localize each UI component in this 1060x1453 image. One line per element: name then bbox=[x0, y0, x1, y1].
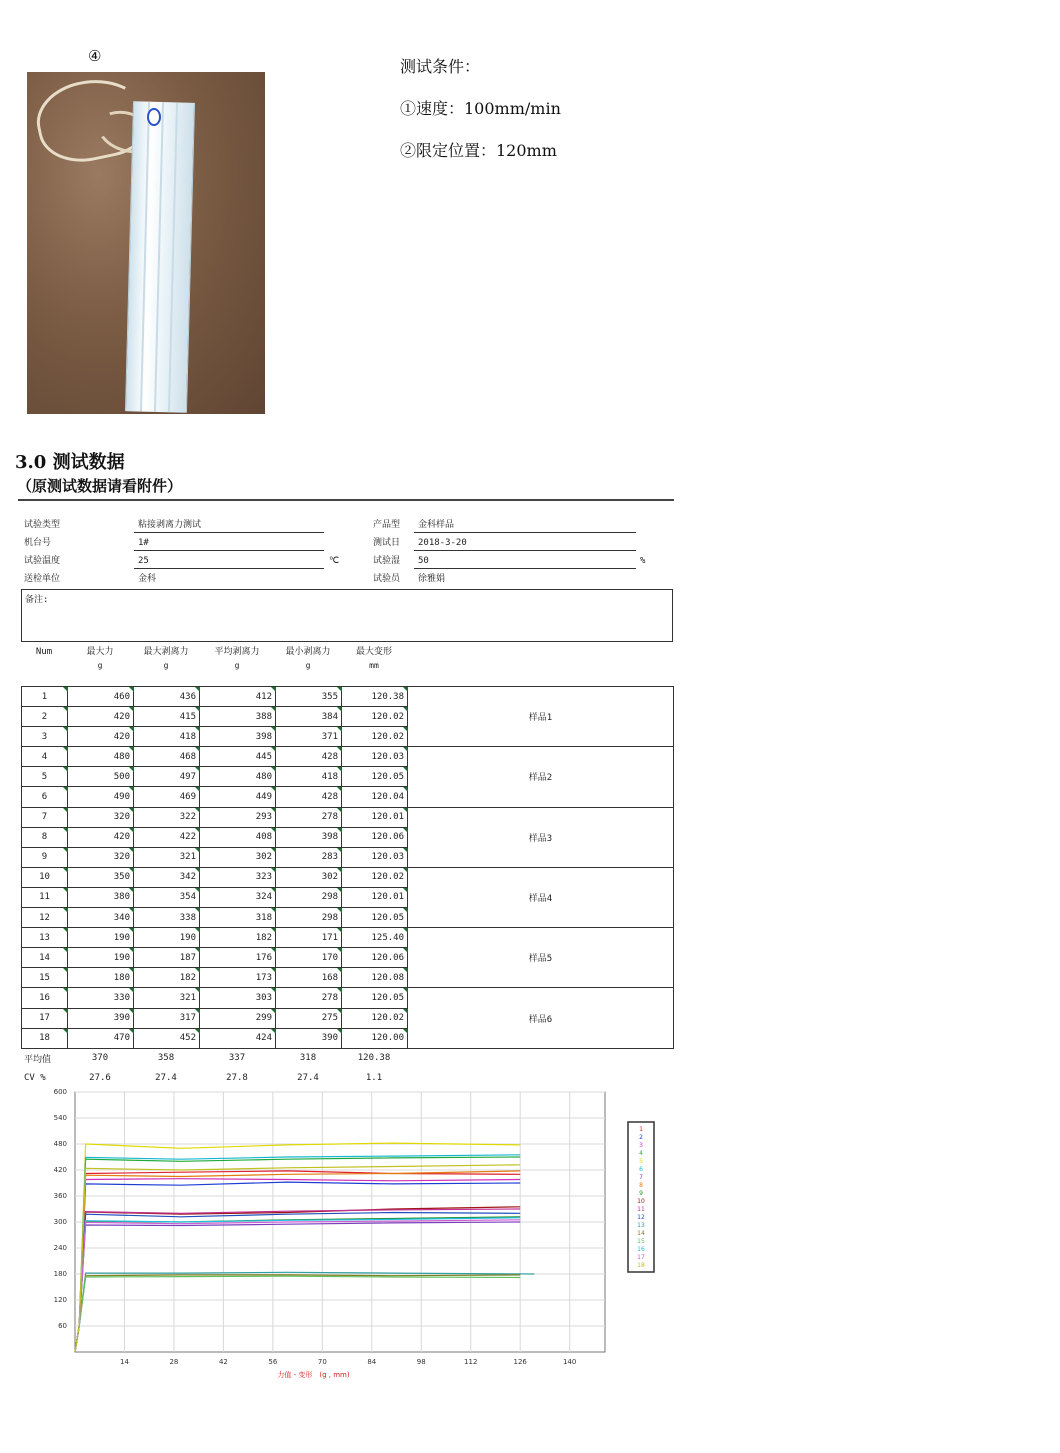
table-cell: 468 bbox=[134, 747, 200, 767]
table-cell: 322 bbox=[134, 807, 200, 827]
legend-entry: 1 bbox=[639, 1126, 643, 1133]
sample-group-label: 样品4 bbox=[408, 867, 674, 927]
conditions-title: 测试条件： bbox=[400, 57, 481, 76]
sample-group-label: 样品6 bbox=[408, 988, 674, 1048]
legend-entry: 9 bbox=[639, 1190, 643, 1197]
table-cell: 303 bbox=[200, 988, 276, 1008]
legend-entry: 12 bbox=[637, 1214, 645, 1221]
test-conditions bbox=[400, 46, 561, 172]
table-cell: 480 bbox=[200, 767, 276, 787]
field-unit: % bbox=[640, 556, 646, 566]
table-cell: 5 bbox=[22, 767, 68, 787]
column-name: 最小剥离力 bbox=[285, 647, 331, 657]
legend-entry: 4 bbox=[639, 1150, 643, 1157]
x-tick-label: 98 bbox=[416, 1358, 426, 1366]
table-cell: 12 bbox=[22, 908, 68, 928]
report-top-rule bbox=[18, 499, 674, 501]
photo-caption: ④ bbox=[88, 47, 102, 65]
table-cell: 302 bbox=[276, 867, 342, 887]
table-cell: 120.08 bbox=[342, 968, 408, 988]
x-tick-label: 140 bbox=[562, 1358, 577, 1366]
y-tick-label: 180 bbox=[53, 1270, 67, 1278]
column-header bbox=[21, 645, 67, 677]
x-tick-label: 84 bbox=[367, 1358, 377, 1366]
table-cell: 278 bbox=[276, 988, 342, 1008]
table-cell: 384 bbox=[276, 707, 342, 727]
table-cell: 168 bbox=[276, 968, 342, 988]
field-underline bbox=[134, 550, 324, 551]
table-cell: 390 bbox=[276, 1028, 342, 1048]
table-row bbox=[22, 928, 674, 948]
sample-group-label: 样品5 bbox=[408, 928, 674, 988]
section-subtitle: （原测试数据请看附件） bbox=[17, 477, 183, 495]
table-cell: 340 bbox=[68, 908, 134, 928]
legend-entry: 11 bbox=[637, 1206, 645, 1213]
table-cell: 380 bbox=[68, 887, 134, 907]
table-cell: 120.06 bbox=[342, 827, 408, 847]
field-label: 试验温度 bbox=[24, 556, 61, 566]
y-tick-label: 600 bbox=[53, 1088, 67, 1096]
y-tick-label: 240 bbox=[53, 1244, 67, 1252]
table-cell: 278 bbox=[276, 807, 342, 827]
table-cell: 2 bbox=[22, 707, 68, 727]
table-cell: 283 bbox=[276, 847, 342, 867]
field-label: 试验类型 bbox=[24, 520, 61, 530]
field-underline bbox=[134, 568, 324, 569]
table-cell: 398 bbox=[200, 727, 276, 747]
field-value: 金科样品 bbox=[418, 520, 455, 530]
table-cell: 470 bbox=[68, 1028, 134, 1048]
column-name: 最大剥离力 bbox=[143, 647, 189, 657]
sample-group-label: 样品3 bbox=[408, 807, 674, 867]
x-tick-label: 42 bbox=[218, 1358, 228, 1366]
x-tick-label: 28 bbox=[169, 1358, 179, 1366]
field-value: 50 bbox=[418, 556, 429, 566]
table-cell: 120.06 bbox=[342, 948, 408, 968]
table-cell: 318 bbox=[200, 908, 276, 928]
legend-entry: 10 bbox=[637, 1198, 645, 1205]
summary-cell: 27.8 bbox=[226, 1073, 248, 1083]
table-cell: 323 bbox=[200, 867, 276, 887]
column-header bbox=[275, 645, 341, 677]
y-tick-label: 420 bbox=[53, 1166, 67, 1174]
table-cell: 120.05 bbox=[342, 908, 408, 928]
table-cell: 120.38 bbox=[342, 687, 408, 707]
sample-group-label: 样品1 bbox=[408, 687, 674, 747]
table-cell: 120.01 bbox=[342, 887, 408, 907]
legend-entry: 15 bbox=[637, 1238, 645, 1245]
table-cell: 1 bbox=[22, 687, 68, 707]
table-cell: 6 bbox=[22, 787, 68, 807]
table-cell: 418 bbox=[276, 767, 342, 787]
table-cell: 469 bbox=[134, 787, 200, 807]
table-cell: 182 bbox=[200, 928, 276, 948]
table-row bbox=[22, 687, 674, 707]
sample-label-mark bbox=[147, 108, 161, 126]
table-cell: 180 bbox=[68, 968, 134, 988]
column-name: 最大力 bbox=[86, 647, 114, 657]
field-value: 25 bbox=[138, 556, 149, 566]
table-cell: 354 bbox=[134, 887, 200, 907]
column-header bbox=[67, 645, 133, 677]
table-cell: 4 bbox=[22, 747, 68, 767]
field-label: 产品型 bbox=[373, 520, 401, 530]
table-cell: 275 bbox=[276, 1008, 342, 1028]
column-unit: g bbox=[305, 661, 311, 670]
table-cell: 355 bbox=[276, 687, 342, 707]
table-cell: 420 bbox=[68, 827, 134, 847]
x-tick-label: 14 bbox=[120, 1358, 129, 1366]
table-cell: 428 bbox=[276, 747, 342, 767]
notes-box bbox=[21, 589, 673, 642]
y-tick-label: 60 bbox=[58, 1322, 67, 1330]
field-underline bbox=[134, 532, 324, 533]
table-cell: 299 bbox=[200, 1008, 276, 1028]
notes-label: 备注: bbox=[25, 595, 49, 605]
table-cell: 120.02 bbox=[342, 867, 408, 887]
field-underline bbox=[414, 550, 636, 551]
table-cell: 460 bbox=[68, 687, 134, 707]
summary-cell: 27.6 bbox=[89, 1073, 111, 1083]
table-cell: 16 bbox=[22, 988, 68, 1008]
column-header bbox=[341, 645, 407, 677]
x-tick-label: 112 bbox=[464, 1358, 478, 1366]
table-cell: 428 bbox=[276, 787, 342, 807]
table-cell: 120.05 bbox=[342, 767, 408, 787]
table-cell: 449 bbox=[200, 787, 276, 807]
summary-cell: 370 bbox=[91, 1053, 109, 1063]
table-cell: 11 bbox=[22, 887, 68, 907]
legend-entry: 14 bbox=[637, 1230, 645, 1237]
table-cell: 9 bbox=[22, 847, 68, 867]
y-tick-label: 360 bbox=[53, 1192, 67, 1200]
table-cell: 415 bbox=[134, 707, 200, 727]
table-cell: 120.03 bbox=[342, 747, 408, 767]
field-label: 试验湿 bbox=[373, 556, 401, 566]
column-header bbox=[133, 645, 199, 677]
column-unit: mm bbox=[369, 661, 379, 670]
table-cell: 15 bbox=[22, 968, 68, 988]
results-table bbox=[21, 686, 674, 1049]
x-axis-label: 力值 - 变形 (g , mm) bbox=[277, 1371, 350, 1379]
table-cell: 302 bbox=[200, 847, 276, 867]
table-cell: 298 bbox=[276, 887, 342, 907]
column-name: 平均剥离力 bbox=[214, 647, 260, 657]
table-cell: 190 bbox=[134, 928, 200, 948]
legend-entry: 13 bbox=[637, 1222, 645, 1229]
table-row bbox=[22, 988, 674, 1008]
summary-cell: 337 bbox=[228, 1053, 246, 1063]
summary-cell: 1.1 bbox=[365, 1073, 383, 1083]
table-cell: 320 bbox=[68, 807, 134, 827]
table-cell: 120.04 bbox=[342, 787, 408, 807]
y-tick-label: 540 bbox=[53, 1114, 67, 1122]
y-tick-label: 480 bbox=[53, 1140, 67, 1148]
table-cell: 445 bbox=[200, 747, 276, 767]
table-cell: 7 bbox=[22, 807, 68, 827]
table-cell: 10 bbox=[22, 867, 68, 887]
table-cell: 330 bbox=[68, 988, 134, 1008]
table-row bbox=[22, 747, 674, 767]
summary-row bbox=[21, 1048, 407, 1068]
table-cell: 317 bbox=[134, 1008, 200, 1028]
table-cell: 190 bbox=[68, 948, 134, 968]
table-cell: 173 bbox=[200, 968, 276, 988]
column-header bbox=[199, 645, 275, 677]
table-cell: 120.01 bbox=[342, 807, 408, 827]
table-cell: 371 bbox=[276, 727, 342, 747]
field-value: 1# bbox=[138, 538, 149, 548]
table-cell: 13 bbox=[22, 928, 68, 948]
legend-entry: 7 bbox=[639, 1174, 643, 1181]
table-cell: 420 bbox=[68, 727, 134, 747]
table-cell: 298 bbox=[276, 908, 342, 928]
column-unit: g bbox=[97, 661, 103, 670]
table-cell: 350 bbox=[68, 867, 134, 887]
section-title: 3.0 测试数据 bbox=[15, 452, 125, 473]
table-cell: 120.05 bbox=[342, 988, 408, 1008]
field-underline bbox=[414, 532, 636, 533]
table-cell: 398 bbox=[276, 827, 342, 847]
table-cell: 321 bbox=[134, 988, 200, 1008]
table-cell: 342 bbox=[134, 867, 200, 887]
summary-cell: 27.4 bbox=[155, 1073, 177, 1083]
table-cell: 324 bbox=[200, 887, 276, 907]
table-cell: 8 bbox=[22, 827, 68, 847]
x-tick-label: 126 bbox=[513, 1358, 527, 1366]
table-cell: 418 bbox=[134, 727, 200, 747]
field-label: 测试日 bbox=[373, 538, 401, 548]
table-cell: 171 bbox=[276, 928, 342, 948]
table-cell: 388 bbox=[200, 707, 276, 727]
legend-entry: 2 bbox=[639, 1134, 643, 1141]
legend-entry: 6 bbox=[639, 1166, 643, 1173]
table-cell: 120.00 bbox=[342, 1028, 408, 1048]
summary-cell: 318 bbox=[299, 1053, 317, 1063]
legend-entry: 18 bbox=[637, 1262, 645, 1269]
table-cell: 424 bbox=[200, 1028, 276, 1048]
field-value: 徐雅娟 bbox=[418, 574, 446, 584]
table-cell: 320 bbox=[68, 847, 134, 867]
legend-entry: 8 bbox=[639, 1182, 643, 1189]
field-label: 送检单位 bbox=[24, 574, 61, 584]
table-cell: 500 bbox=[68, 767, 134, 787]
sample-strip bbox=[125, 101, 195, 413]
table-cell: 120.02 bbox=[342, 1008, 408, 1028]
legend-entry: 3 bbox=[639, 1142, 643, 1149]
table-cell: 422 bbox=[134, 827, 200, 847]
field-value: 粘接剥离力测试 bbox=[138, 520, 202, 530]
table-cell: 125.40 bbox=[342, 928, 408, 948]
summary-cell: 120.38 bbox=[357, 1053, 391, 1063]
table-cell: 412 bbox=[200, 687, 276, 707]
x-tick-label: 56 bbox=[268, 1358, 278, 1366]
legend-entry: 17 bbox=[637, 1254, 645, 1261]
summary-cell: 358 bbox=[157, 1053, 175, 1063]
sample-photo bbox=[27, 72, 265, 414]
table-cell: 321 bbox=[134, 847, 200, 867]
summary-cell: CV % bbox=[24, 1073, 46, 1083]
table-cell: 420 bbox=[68, 707, 134, 727]
table-cell: 190 bbox=[68, 928, 134, 948]
table-cell: 187 bbox=[134, 948, 200, 968]
column-unit: g bbox=[163, 661, 169, 670]
table-cell: 120.03 bbox=[342, 847, 408, 867]
field-unit: ℃ bbox=[329, 556, 340, 566]
table-cell: 14 bbox=[22, 948, 68, 968]
x-tick-label: 70 bbox=[317, 1358, 327, 1366]
table-cell: 390 bbox=[68, 1008, 134, 1028]
legend-entry: 16 bbox=[637, 1246, 645, 1253]
table-cell: 490 bbox=[68, 787, 134, 807]
table-cell: 497 bbox=[134, 767, 200, 787]
peel-force-chart bbox=[18, 1082, 720, 1392]
column-name: 最大变形 bbox=[355, 647, 392, 657]
y-tick-label: 120 bbox=[53, 1296, 67, 1304]
column-name: Num bbox=[35, 647, 53, 657]
table-cell: 182 bbox=[134, 968, 200, 988]
table-cell: 480 bbox=[68, 747, 134, 767]
table-cell: 293 bbox=[200, 807, 276, 827]
field-underline bbox=[414, 568, 636, 569]
field-label: 机台号 bbox=[24, 538, 52, 548]
summary-cell: 平均值 bbox=[24, 1054, 52, 1065]
table-cell: 436 bbox=[134, 687, 200, 707]
condition-speed: ①速度：100mm/min bbox=[400, 99, 561, 118]
table-cell: 17 bbox=[22, 1008, 68, 1028]
table-cell: 120.02 bbox=[342, 707, 408, 727]
table-cell: 452 bbox=[134, 1028, 200, 1048]
legend-entry: 5 bbox=[639, 1158, 643, 1165]
y-tick-label: 300 bbox=[53, 1218, 67, 1226]
table-cell: 120.02 bbox=[342, 727, 408, 747]
table-cell: 176 bbox=[200, 948, 276, 968]
table-cell: 18 bbox=[22, 1028, 68, 1048]
condition-limit: ②限定位置：120mm bbox=[400, 141, 557, 160]
table-cell: 3 bbox=[22, 727, 68, 747]
column-unit: g bbox=[234, 661, 240, 670]
field-value: 金科 bbox=[138, 574, 157, 584]
table-row bbox=[22, 807, 674, 827]
table-cell: 170 bbox=[276, 948, 342, 968]
table-cell: 338 bbox=[134, 908, 200, 928]
table-row bbox=[22, 867, 674, 887]
table-cell: 408 bbox=[200, 827, 276, 847]
field-value: 2018-3-20 bbox=[418, 538, 467, 548]
summary-cell: 27.4 bbox=[297, 1073, 319, 1083]
sample-group-label: 样品2 bbox=[408, 747, 674, 807]
field-label: 试验员 bbox=[373, 574, 401, 584]
